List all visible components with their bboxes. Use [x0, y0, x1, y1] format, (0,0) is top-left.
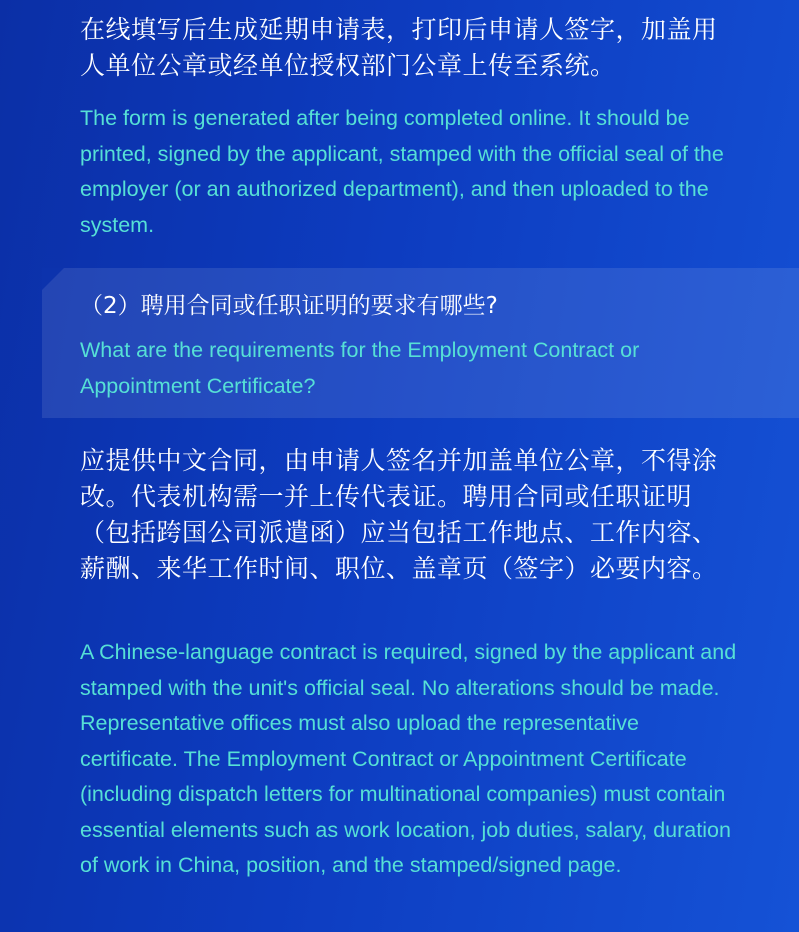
- section1-chinese-text: 在线填写后生成延期申请表，打印后申请人签字，加盖用人单位公章或经单位授权部门公章上传至系统。: [80, 15, 718, 80]
- section1-english-text: The form is generated after being completed online. It should be printed, signed by the applicant, stamped with the official seal of the employer (or an authorized department), and then uploaded to the system.: [80, 106, 724, 237]
- answer2-chinese-text: 应提供中文合同，由申请人签名并加盖单位公章，不得涂改。代表机构需一并上传代表证。聘用合同或任职证明（包括跨国公司派遣函）应当包括工作地点、工作内容、薪酬、来华工作时间、职位、盖章页（签字）必要内容。: [80, 446, 718, 583]
- answer2-english-text: A Chinese-language contract is required, signed by the applicant and stamped with the unit's official seal. No alterations should be made. Representative offices must also upload the representative certificate. The Employment Contract or Appointment Certificate (including dispatch letters for multinational companies) must contain essential elements such as work location, job duties, salary, duration of work in China, position, and the stamped/signed page.: [80, 640, 737, 877]
- question2-english-heading: What are the requirements for the Employment Contract or Appointment Certificate?: [80, 338, 640, 398]
- question2-chinese-heading: （2）聘用合同或任职证明的要求有哪些?: [80, 293, 498, 319]
- banner-corner-notch: [42, 268, 64, 290]
